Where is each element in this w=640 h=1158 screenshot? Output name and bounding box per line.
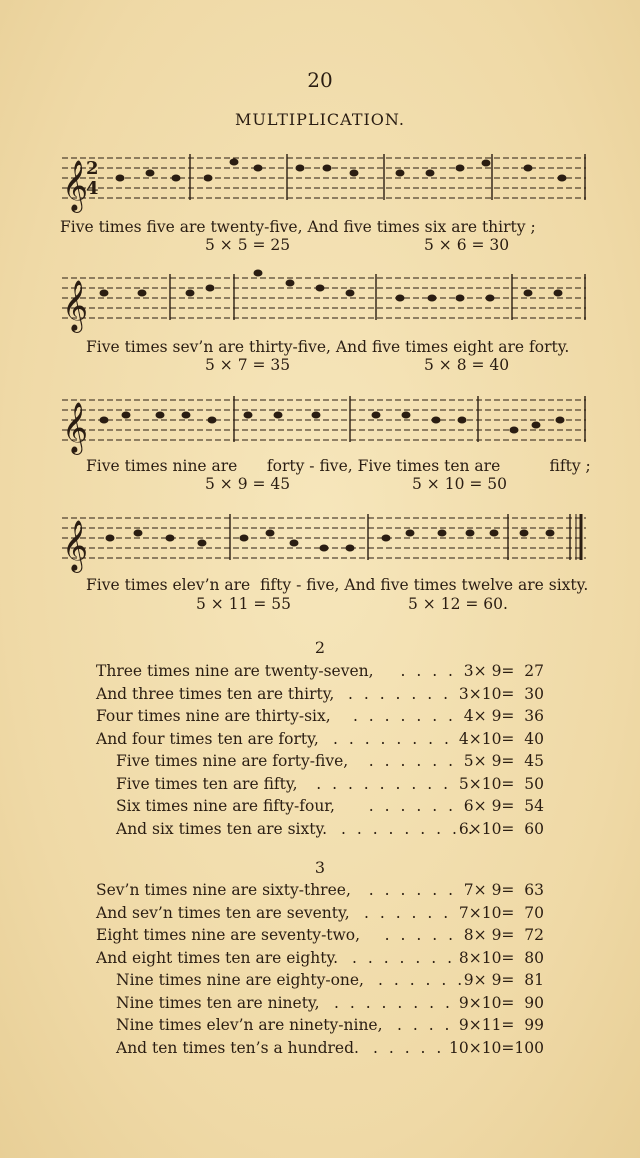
table-row bbox=[116, 775, 546, 797]
music-staff-3 bbox=[62, 392, 586, 452]
equation-5x10: 5 × 10 = 50 bbox=[412, 475, 507, 493]
table-row bbox=[96, 707, 546, 729]
row-leader-dots: . . . . . . . bbox=[352, 707, 456, 725]
row-leader-dots: . . . . . . bbox=[364, 903, 452, 922]
equation-5x12: 5 × 12 = 60. bbox=[408, 595, 508, 613]
row-leader-dots: . . . . . . . bbox=[352, 948, 456, 967]
row-text: Five times nine are forty-five, bbox=[116, 752, 349, 770]
svg-text:𝄞: 𝄞 bbox=[62, 280, 89, 331]
page-number: 20 bbox=[307, 68, 333, 92]
row-leader-dots: . . . . . . bbox=[368, 797, 456, 815]
svg-text:𝄞: 𝄞 bbox=[62, 520, 89, 571]
row-text: And eight times ten are eighty. bbox=[96, 948, 339, 967]
table-row bbox=[116, 752, 546, 774]
row-calculation: 4×10= 40 bbox=[458, 729, 544, 748]
music-staff-4 bbox=[62, 510, 586, 570]
lyric-line-2: Five times sev’n are thirty-five, And five times eight are forty. bbox=[86, 338, 570, 356]
table-row bbox=[116, 820, 546, 842]
row-calculation: 8×10= 80 bbox=[458, 948, 544, 967]
row-leader-dots: . . . . bbox=[400, 662, 456, 680]
row-calculation: 6× 9= 54 bbox=[463, 797, 544, 815]
row-leader-dots: . . . . . . . bbox=[348, 684, 452, 703]
row-calculation: 5×10= 50 bbox=[458, 774, 544, 793]
row-text: Three times nine are twenty-seven, bbox=[96, 662, 374, 680]
music-staff-2 bbox=[62, 270, 586, 330]
table-row bbox=[116, 971, 546, 993]
table-row bbox=[116, 797, 546, 819]
row-text: Eight times nine are seventy-two, bbox=[96, 926, 361, 944]
lyric-line-1: Five times five are twenty-five, And five times six are thirty ; bbox=[60, 218, 536, 236]
equation-5x11: 5 × 11 = 55 bbox=[196, 595, 291, 613]
music-staff-1 bbox=[62, 150, 586, 210]
row-calculation: 3× 9= 27 bbox=[463, 662, 544, 680]
row-text: Sev’n times nine are sixty-three, bbox=[96, 881, 351, 899]
row-calculation: 9× 9= 81 bbox=[463, 971, 544, 989]
svg-text:𝄞: 𝄞 bbox=[62, 160, 89, 211]
row-leader-dots: . . . . . bbox=[373, 1038, 445, 1057]
row-text: And sev’n times ten are seventy, bbox=[96, 903, 350, 922]
table-row bbox=[116, 1039, 546, 1061]
row-text: Six times nine are fifty-four, bbox=[116, 797, 335, 815]
row-leader-dots: . . . . bbox=[397, 1016, 453, 1034]
lyric-line-3: Five times nine are forty - five, Five times ten are fifty ; bbox=[86, 457, 591, 475]
table-row bbox=[96, 904, 546, 926]
row-calculation: 5× 9= 45 bbox=[463, 752, 544, 770]
row-calculation: 7× 9= 63 bbox=[463, 881, 544, 899]
row-text: And four times ten are forty, bbox=[96, 729, 319, 748]
row-calculation: 3×10= 30 bbox=[458, 684, 544, 703]
row-leader-dots: . . . . . . . . bbox=[333, 729, 452, 748]
row-calculation: 6×10= 60 bbox=[458, 819, 544, 838]
row-leader-dots: . . . . . . bbox=[368, 881, 456, 899]
table-row bbox=[96, 730, 546, 752]
row-leader-dots: . . . . . . . . bbox=[334, 993, 453, 1012]
table-row bbox=[96, 662, 546, 684]
table-row bbox=[96, 685, 546, 707]
row-calculation: 9×10= 90 bbox=[458, 993, 544, 1012]
row-leader-dots: . . . . . . . . . bbox=[341, 819, 476, 838]
time-signature-top: 2 bbox=[86, 158, 99, 179]
row-leader-dots: . . . . . . . . . bbox=[316, 774, 451, 793]
row-text: Nine times elev’n are ninety-nine, bbox=[116, 1016, 383, 1034]
equation-5x9: 5 × 9 = 45 bbox=[205, 475, 291, 493]
row-calculation: 10×10=100 bbox=[448, 1038, 544, 1057]
row-leader-dots: . . . . . . bbox=[378, 971, 466, 989]
table-row bbox=[96, 881, 546, 903]
row-calculation: 4× 9= 36 bbox=[463, 707, 544, 725]
table-row bbox=[116, 1016, 546, 1038]
row-calculation: 9×11= 99 bbox=[458, 1016, 544, 1034]
section-number-2: 2 bbox=[314, 638, 326, 657]
table-row bbox=[96, 949, 546, 971]
equation-5x8: 5 × 8 = 40 bbox=[424, 356, 510, 374]
svg-text:𝄞: 𝄞 bbox=[62, 402, 89, 453]
equation-5x6: 5 × 6 = 30 bbox=[424, 236, 510, 254]
row-text: Five times ten are fifty, bbox=[116, 774, 298, 793]
row-leader-dots: . . . . . . bbox=[368, 752, 456, 770]
time-signature-bottom: 4 bbox=[86, 178, 99, 199]
row-calculation: 8× 9= 72 bbox=[463, 926, 544, 944]
equation-5x5: 5 × 5 = 25 bbox=[205, 236, 291, 254]
lyric-line-4: Five times elev’n are fifty - five, And five times twelve are sixty. bbox=[86, 576, 589, 594]
equation-5x7: 5 × 7 = 35 bbox=[205, 356, 291, 374]
table-row bbox=[116, 994, 546, 1016]
table-row bbox=[96, 926, 546, 948]
row-text: And three times ten are thirty, bbox=[96, 684, 335, 703]
row-text: Four times nine are thirty-six, bbox=[96, 707, 331, 725]
row-text: And six times ten are sixty. bbox=[116, 819, 328, 838]
row-text: Nine times nine are eighty-one, bbox=[116, 971, 364, 989]
section-number-3: 3 bbox=[314, 858, 326, 877]
page-title: MULTIPLICATION. bbox=[235, 110, 405, 129]
row-calculation: 7×10= 70 bbox=[458, 903, 544, 922]
row-leader-dots: . . . . . bbox=[384, 926, 456, 944]
row-text: And ten times ten’s a hundred. bbox=[116, 1038, 359, 1057]
row-text: Nine times ten are ninety, bbox=[116, 993, 320, 1012]
